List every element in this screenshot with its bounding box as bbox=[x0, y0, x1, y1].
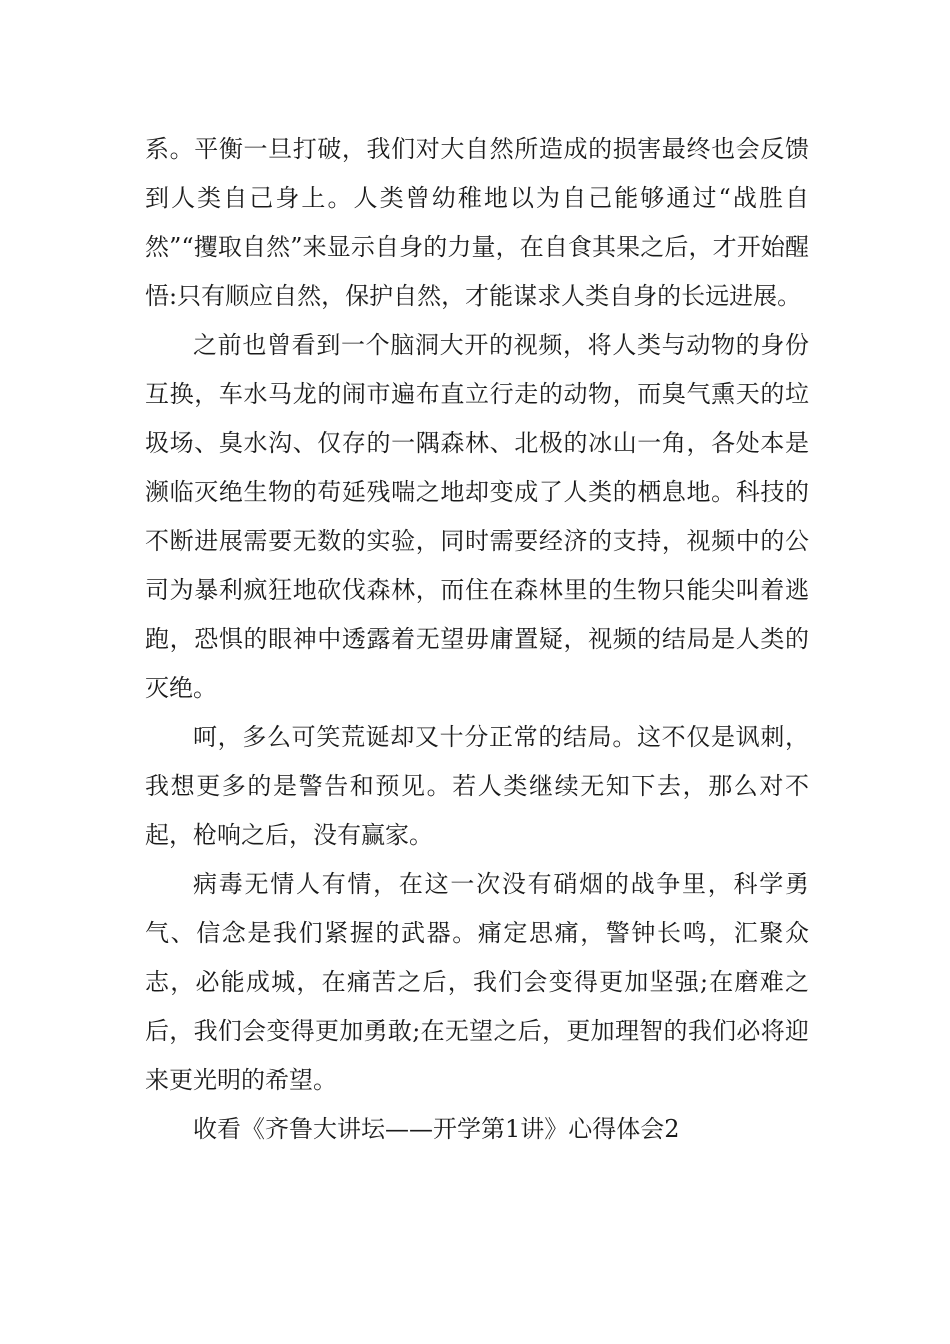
paragraph-video: 之前也曾看到一个脑洞大开的视频，将人类与动物的身份互换，车水马龙的闹市遍布直立行走的动物，而臭气熏天的垃圾场、臭水沟、仅存的一隅森林、北极的冰山一角，各处本是濒临灭绝生物的苟延残喘之地却变成了人类的栖息地。科技的不断进展需要无数的实验，同时需要经济的支持，视频中的公司为暴利疯狂地砍伐森林，而住在森林里的生物只能尖叫着逃跑，恐惧的眼神中透露着无望毋庸置疑，视频的结局是人类的灭绝。 bbox=[145, 331, 809, 702]
paragraph-ending: 呵，多么可笑荒诞却又十分正常的结局。这不仅是讽刺，我想更多的是警告和预见。若人类继续无知下去，那么对不起，枪响之后，没有赢家。 bbox=[145, 723, 809, 849]
paragraph-continuation: 系。平衡一旦打破，我们对大自然所造成的损害最终也会反馈到人类自己身上。人类曾幼稚地以为自己能够通过“战胜自然”“攫取自然”来显示自身的力量，在自食其果之后，才开始醒悟:只有顺应自然，保护自然，才能谋求人类自身的长远进展。 bbox=[145, 135, 809, 310]
document-body bbox=[145, 125, 809, 1154]
paragraph-virus: 病毒无情人有情，在这一次没有硝烟的战争里，科学勇气、信念是我们紧握的武器。痛定思痛，警钟长鸣，汇聚众志，必能成城，在痛苦之后，我们会变得更加坚强;在磨难之后，我们会变得更加勇敢;在无望之后，更加理智的我们必将迎来更光明的希望。 bbox=[145, 870, 809, 1094]
section-heading: 收看《齐鲁大讲坛——开学第1讲》心得体会2 bbox=[193, 1115, 680, 1143]
